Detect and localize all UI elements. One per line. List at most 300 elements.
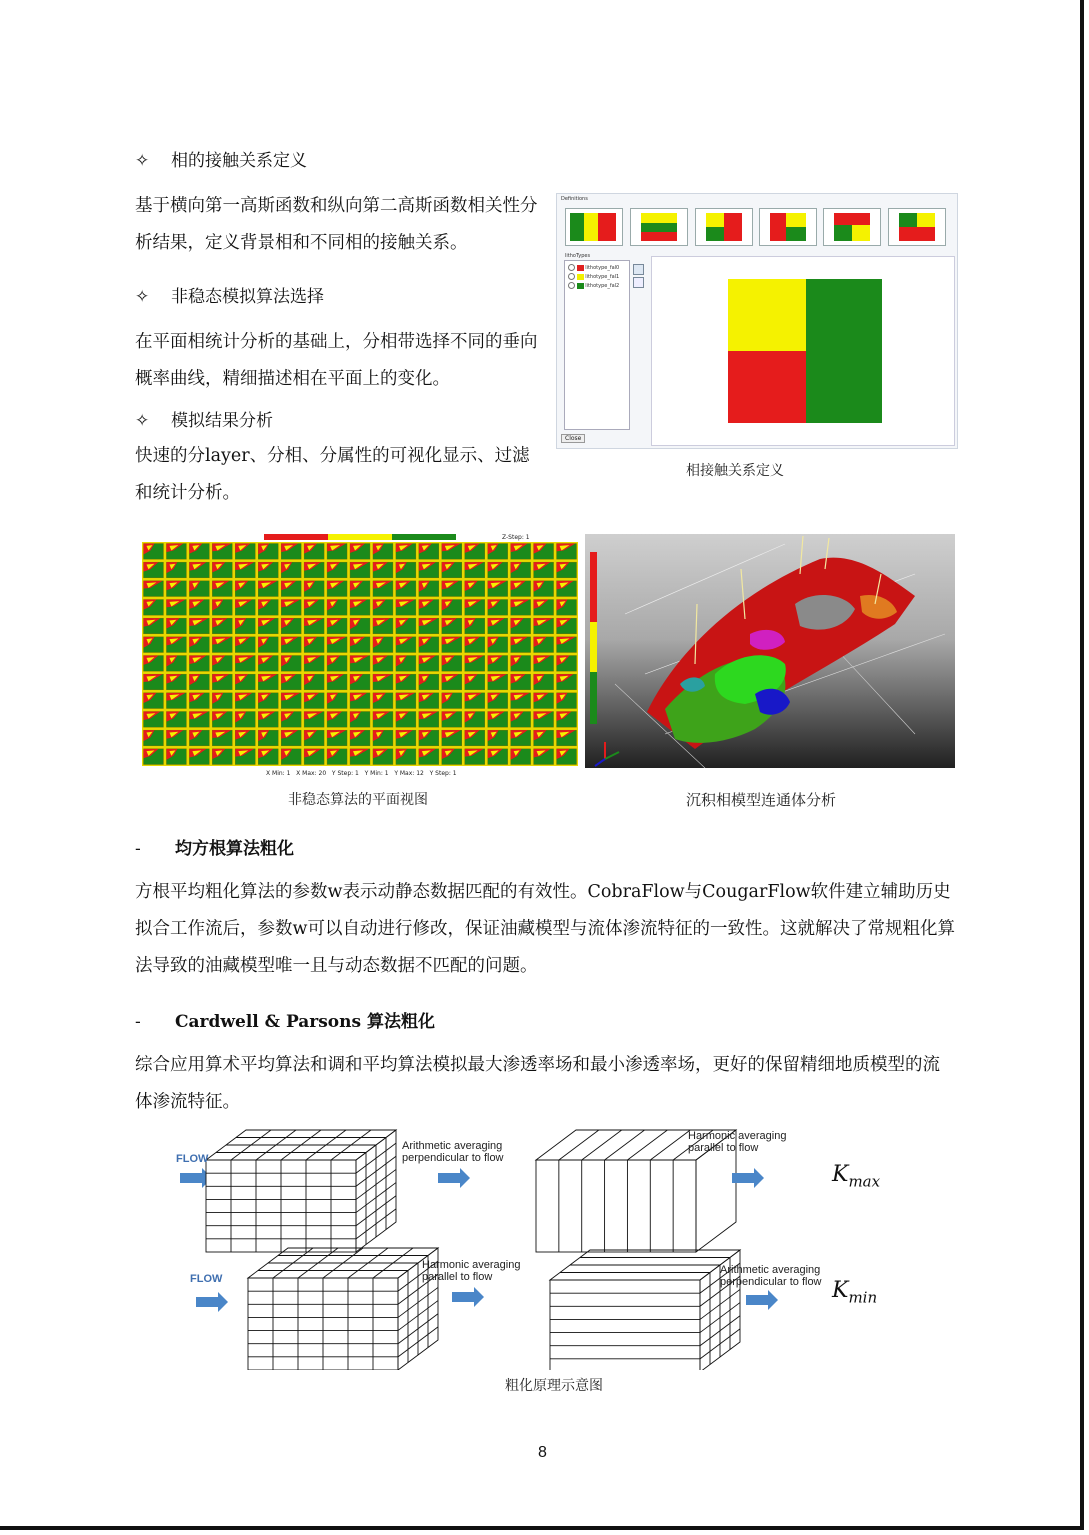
facies-thumbnail	[281, 618, 301, 634]
facies-thumbnail	[373, 581, 393, 597]
lithotype-item-2[interactable]: lithotype_fal2	[568, 282, 619, 289]
facies-thumbnail	[212, 600, 232, 616]
facies-thumbnail	[327, 600, 347, 616]
facies-thumbnail	[534, 544, 554, 560]
facies-thumbnail	[534, 637, 554, 653]
caption-connectivity: 沉积相模型连通体分析	[686, 791, 837, 809]
facies-thumbnail	[488, 656, 508, 672]
facies-thumbnail	[396, 674, 416, 690]
caption-planar-view: 非稳态算法的平面视图	[288, 792, 428, 808]
k-max-label: $K_{max}$	[832, 1162, 881, 1191]
facies-thumbnail	[488, 637, 508, 653]
facies-thumbnail	[534, 730, 554, 746]
legend-bar-yellow	[328, 534, 392, 540]
facies-thumbnail	[442, 562, 462, 578]
facies-thumbnail	[304, 544, 324, 560]
facies-thumbnail	[258, 674, 278, 690]
vertical-slabs-top-line	[605, 1130, 645, 1160]
definition-swatch-3[interactable]	[695, 208, 753, 246]
x-step-control[interactable]: Y Step: 1	[331, 770, 359, 777]
facies-thumbnail	[281, 656, 301, 672]
preview-yellow-block	[728, 279, 806, 351]
facies-thumbnail	[304, 749, 324, 765]
facies-thumbnail	[373, 618, 393, 634]
facies-thumbnail	[281, 637, 301, 653]
close-button[interactable]: Close	[561, 434, 585, 443]
facies-thumbnail	[258, 544, 278, 560]
facies-thumbnail	[327, 749, 347, 765]
facies-thumbnail	[534, 600, 554, 616]
y-step-control[interactable]: Y Step: 1	[429, 770, 457, 777]
facies-thumbnail	[144, 562, 164, 578]
facies-thumbnail	[350, 618, 370, 634]
facies-thumbnail	[235, 656, 255, 672]
facies-thumbnail	[212, 674, 232, 690]
row2-step1-label: Harmonic averaging parallel to flow	[422, 1259, 521, 1283]
facies-contact-panel	[556, 193, 958, 449]
facies-thumbnail	[442, 749, 462, 765]
facies-thumbnail	[281, 730, 301, 746]
facies-thumbnail	[488, 544, 508, 560]
facies-thumbnail	[189, 730, 209, 746]
preview-green-block	[806, 279, 882, 423]
facies-thumbnail	[419, 656, 439, 672]
facies-thumbnail	[304, 730, 324, 746]
bullet-result-analysis: ✧ 模拟结果分析	[135, 411, 273, 431]
caption-upscaling-principle: 粗化原理示意图	[505, 1378, 603, 1394]
facies-thumbnail	[442, 637, 462, 653]
facies-thumbnail	[144, 749, 164, 765]
facies-thumbnail	[373, 600, 393, 616]
k-min-label: $K_{min}$	[832, 1278, 878, 1307]
facies-thumbnail	[281, 674, 301, 690]
facies-thumbnail	[281, 693, 301, 709]
x-max-control[interactable]: X Max: 20	[296, 770, 327, 777]
facies-thumbnail	[189, 618, 209, 634]
facies-thumbnail	[258, 656, 278, 672]
facies-thumbnail	[442, 730, 462, 746]
vertical-slabs-top-line	[650, 1130, 690, 1160]
facies-thumbnail	[235, 674, 255, 690]
facies-thumbnail	[419, 712, 439, 728]
facies-thumbnail	[166, 749, 186, 765]
facies-thumbnail	[350, 674, 370, 690]
facies-thumbnail	[488, 581, 508, 597]
facies-thumbnail	[327, 693, 347, 709]
facies-thumbnail-grid	[142, 542, 578, 766]
facies-thumbnail	[396, 693, 416, 709]
facies-thumbnail	[166, 656, 186, 672]
facies-thumbnail	[511, 712, 531, 728]
facies-thumbnail	[396, 544, 416, 560]
facies-thumbnail	[534, 712, 554, 728]
facies-thumbnail	[350, 544, 370, 560]
facies-thumbnail	[304, 600, 324, 616]
facies-thumbnail	[350, 749, 370, 765]
facies-thumbnail	[166, 544, 186, 560]
step-arrow-row1b	[732, 1168, 764, 1188]
preview-red-block	[728, 351, 806, 423]
facies-thumbnail	[534, 618, 554, 634]
paragraph-contact-definition: 基于横向第一高斯函数和纵向第二高斯函数相关性分析结果，定义背景相和不同相的接触关系。	[135, 196, 538, 253]
facies-thumbnail	[258, 749, 278, 765]
facies-thumbnail	[281, 544, 301, 560]
facies-thumbnail	[189, 656, 209, 672]
vertical-slabs-top-line	[559, 1130, 599, 1160]
facies-thumbnail	[396, 562, 416, 578]
facies-thumbnail	[235, 581, 255, 597]
facies-thumbnail	[373, 730, 393, 746]
facies-thumbnail	[144, 618, 164, 634]
facies-thumbnail	[534, 581, 554, 597]
facies-thumbnail	[281, 562, 301, 578]
paragraph-cardwell-parsons: 综合应用算术平均算法和调和平均算法模拟最大渗透率场和最小渗透率场，更好的保留精细地质模型的流体渗流特征。	[135, 1055, 940, 1112]
facies-thumbnail	[373, 712, 393, 728]
y-max-control[interactable]: Y Max: 12	[394, 770, 424, 777]
facies-thumbnail	[465, 637, 485, 653]
facies-thumbnail	[534, 562, 554, 578]
page-number: 8	[538, 1444, 547, 1461]
facies-thumbnail	[281, 749, 301, 765]
definition-swatch-5[interactable]	[823, 208, 881, 246]
facies-thumbnail	[350, 581, 370, 597]
facies-thumbnail	[189, 712, 209, 728]
facies-thumbnail	[511, 544, 531, 560]
facies-thumbnail	[281, 712, 301, 728]
facies-thumbnail	[281, 581, 301, 597]
facies-thumbnail	[465, 581, 485, 597]
facies-thumbnail	[465, 730, 485, 746]
facies-thumbnail	[373, 637, 393, 653]
facies-thumbnail	[189, 562, 209, 578]
facies-thumbnail	[511, 562, 531, 578]
bullet-facies-contact: ✧ 相的接触关系定义	[135, 151, 307, 171]
facies-thumbnail	[465, 712, 485, 728]
facies-thumbnail-grid-svg	[142, 542, 578, 766]
facies-thumbnail	[166, 637, 186, 653]
facies-thumbnail	[144, 674, 164, 690]
facies-thumbnail	[258, 712, 278, 728]
facies-thumbnail	[465, 656, 485, 672]
facies-thumbnail	[534, 674, 554, 690]
facies-thumbnail	[235, 730, 255, 746]
facies-thumbnail	[235, 693, 255, 709]
facies-thumbnail	[304, 674, 324, 690]
facies-thumbnail	[212, 730, 232, 746]
facies-thumbnail	[465, 674, 485, 690]
facies-thumbnail	[419, 637, 439, 653]
facies-thumbnail	[419, 544, 439, 560]
lithotypes-label: lithoTypes	[565, 253, 591, 259]
facies-thumbnail	[258, 581, 278, 597]
vertical-slabs-front	[536, 1160, 696, 1252]
facies-thumbnail	[144, 544, 164, 560]
facies-thumbnail	[419, 749, 439, 765]
facies-thumbnail	[144, 581, 164, 597]
facies-thumbnail	[488, 749, 508, 765]
facies-thumbnail	[327, 544, 347, 560]
facies-thumbnail	[304, 618, 324, 634]
facies-thumbnail	[350, 600, 370, 616]
facies-thumbnail	[327, 712, 347, 728]
facies-thumbnail	[511, 674, 531, 690]
facies-thumbnail	[166, 730, 186, 746]
facies-thumbnail	[373, 562, 393, 578]
facies-thumbnail	[511, 600, 531, 616]
facies-thumbnail	[557, 674, 577, 690]
facies-thumbnail	[419, 730, 439, 746]
facies-thumbnail	[235, 544, 255, 560]
facies-thumbnail	[557, 656, 577, 672]
facies-thumbnail	[465, 544, 485, 560]
facies-thumbnail	[488, 693, 508, 709]
facies-thumbnail	[442, 712, 462, 728]
facies-thumbnail	[166, 618, 186, 634]
facies-thumbnail	[465, 600, 485, 616]
facies-thumbnail	[189, 674, 209, 690]
facies-thumbnail	[373, 749, 393, 765]
facies-thumbnail	[327, 730, 347, 746]
facies-thumbnail	[144, 730, 164, 746]
facies-thumbnail	[442, 674, 462, 690]
lithotype-item-0[interactable]: lithotype_fal0	[568, 264, 619, 271]
step-arrow-row2a	[452, 1287, 484, 1307]
y-min-control[interactable]: Y Min: 1	[364, 770, 389, 777]
facies-thumbnail	[327, 562, 347, 578]
facies-thumbnail	[281, 600, 301, 616]
step-arrow-row1a	[438, 1168, 470, 1188]
facies-thumbnail	[212, 749, 232, 765]
facies-thumbnail	[557, 637, 577, 653]
facies-thumbnail	[488, 562, 508, 578]
nonstationary-grid-panel	[136, 534, 580, 782]
facies-thumbnail	[327, 581, 347, 597]
facies-thumbnail	[442, 544, 462, 560]
facies-thumbnail	[327, 637, 347, 653]
definition-swatch-1[interactable]	[565, 208, 623, 246]
facies-thumbnail	[557, 730, 577, 746]
facies-thumbnail	[189, 581, 209, 597]
facies-thumbnail	[235, 600, 255, 616]
connectivity-3d-view[interactable]	[585, 534, 955, 768]
paragraph-rms-upscaling: 方根平均粗化算法的参数w表示动静态数据匹配的有效性。CobraFlow与CougarFlow软件建立辅助历史拟合工作流后，参数w可以自动进行修改，保证油藏模型与流体渗流特征的一致性。这就解决了常规粗化算法导致的油藏模型唯一且与动态数据不匹配的问题。	[135, 882, 955, 976]
facies-thumbnail	[396, 618, 416, 634]
facies-thumbnail	[511, 730, 531, 746]
facies-thumbnail	[235, 618, 255, 634]
facies-thumbnail	[396, 749, 416, 765]
facies-thumbnail	[212, 581, 232, 597]
facies-thumbnail	[189, 693, 209, 709]
facies-thumbnail	[534, 656, 554, 672]
facies-thumbnail	[304, 656, 324, 672]
facies-thumbnail	[144, 693, 164, 709]
facies-thumbnail	[144, 656, 164, 672]
row1-step2-label: Harmonic averaging parallel to flow	[688, 1130, 787, 1154]
connectivity-3d-svg	[585, 534, 955, 768]
facies-thumbnail	[373, 544, 393, 560]
facies-thumbnail	[465, 618, 485, 634]
facies-thumbnail	[212, 656, 232, 672]
facies-thumbnail	[235, 712, 255, 728]
facies-thumbnail	[488, 730, 508, 746]
facies-thumbnail	[419, 600, 439, 616]
facies-thumbnail	[488, 618, 508, 634]
facies-thumbnail	[350, 730, 370, 746]
paragraph-visualization: 快速的分layer、分相、分属性的可视化显示、过滤和统计分析。	[135, 446, 530, 503]
facies-thumbnail	[442, 656, 462, 672]
facies-thumbnail	[396, 637, 416, 653]
upscaling-diagram	[160, 1120, 920, 1370]
facies-thumbnail	[258, 693, 278, 709]
facies-thumbnail	[212, 544, 232, 560]
facies-thumbnail	[373, 693, 393, 709]
paragraph-vertical-curves: 在平面相统计分析的基础上，分相带选择不同的垂向概率曲线，精细描述相在平面上的变化。	[135, 332, 538, 389]
definition-swatch-6[interactable]	[888, 208, 946, 246]
facies-thumbnail	[373, 656, 393, 672]
facies-thumbnail	[304, 693, 324, 709]
facies-thumbnail	[166, 712, 186, 728]
heading-cardwell-parsons: - Cardwell & Parsons 算法粗化	[135, 1012, 436, 1032]
facies-thumbnail	[304, 562, 324, 578]
copy-icon[interactable]	[633, 277, 644, 288]
facies-thumbnail	[350, 562, 370, 578]
x-min-control[interactable]: X Min: 1	[266, 770, 291, 777]
facies-thumbnail	[189, 600, 209, 616]
facies-thumbnail	[189, 637, 209, 653]
facies-thumbnail	[557, 544, 577, 560]
facies-thumbnail	[557, 600, 577, 616]
heading-rms-upscaling: - 均方根算法粗化	[135, 839, 294, 859]
facies-thumbnail	[488, 712, 508, 728]
contact-preview-canvas	[651, 256, 955, 446]
vertical-slabs-top-line	[627, 1130, 667, 1160]
facies-thumbnail	[396, 712, 416, 728]
facies-thumbnail	[511, 618, 531, 634]
facies-thumbnail	[442, 600, 462, 616]
facies-thumbnail	[144, 637, 164, 653]
facies-thumbnail	[304, 637, 324, 653]
vertical-slabs-top-line	[582, 1130, 622, 1160]
facies-thumbnail	[419, 581, 439, 597]
facies-thumbnail	[396, 600, 416, 616]
definition-swatch-2[interactable]	[630, 208, 688, 246]
facies-thumbnail	[212, 618, 232, 634]
row2-step2-label: Arithmetic averaging perpendicular to flow	[720, 1264, 822, 1288]
save-icon[interactable]	[633, 264, 644, 275]
z-step-control[interactable]: Z-Step: 1	[502, 534, 530, 541]
facies-thumbnail	[488, 600, 508, 616]
facies-thumbnail	[396, 730, 416, 746]
facies-thumbnail	[189, 749, 209, 765]
facies-thumbnail	[534, 693, 554, 709]
facies-thumbnail	[534, 749, 554, 765]
facies-thumbnail	[212, 637, 232, 653]
facies-thumbnail	[235, 749, 255, 765]
legend-bar-green	[392, 534, 456, 540]
facies-thumbnail	[373, 674, 393, 690]
facies-thumbnail	[511, 749, 531, 765]
facies-thumbnail	[166, 693, 186, 709]
facies-thumbnail	[419, 693, 439, 709]
flow-label-row2: FLOW	[190, 1273, 223, 1285]
facies-thumbnail	[144, 712, 164, 728]
caption-contact-definition: 相接触关系定义	[686, 463, 784, 479]
facies-thumbnail	[442, 618, 462, 634]
facies-thumbnail	[419, 618, 439, 634]
facies-thumbnail	[258, 618, 278, 634]
facies-thumbnail	[465, 562, 485, 578]
definition-swatch-4[interactable]	[759, 208, 817, 246]
facies-thumbnail	[189, 544, 209, 560]
facies-thumbnail	[488, 674, 508, 690]
facies-thumbnail	[442, 693, 462, 709]
facies-thumbnail	[166, 581, 186, 597]
facies-thumbnail	[212, 562, 232, 578]
row1-step1-label: Arithmetic averaging perpendicular to flow	[402, 1140, 504, 1164]
facies-thumbnail	[235, 562, 255, 578]
facies-thumbnail	[235, 637, 255, 653]
facies-thumbnail	[396, 656, 416, 672]
facies-thumbnail	[557, 562, 577, 578]
lithotype-item-1[interactable]: lithotype_fal1	[568, 273, 619, 280]
facies-thumbnail	[166, 674, 186, 690]
upscaling-diagram-svg	[160, 1120, 920, 1370]
facies-thumbnail	[557, 581, 577, 597]
facies-thumbnail	[304, 712, 324, 728]
facies-thumbnail	[327, 656, 347, 672]
bullet-algorithm-selection: ✧ 非稳态模拟算法选择	[135, 287, 324, 307]
grid-controls	[266, 770, 457, 777]
facies-thumbnail	[511, 693, 531, 709]
facies-thumbnail	[350, 712, 370, 728]
legend-bar-red	[264, 534, 328, 540]
facies-thumbnail	[327, 674, 347, 690]
facies-thumbnail	[557, 749, 577, 765]
facies-thumbnail	[258, 730, 278, 746]
facies-thumbnail	[465, 749, 485, 765]
facies-thumbnail	[258, 637, 278, 653]
facies-thumbnail	[144, 600, 164, 616]
facies-thumbnail	[465, 693, 485, 709]
facies-thumbnail	[511, 581, 531, 597]
facies-thumbnail	[419, 674, 439, 690]
flow-arrow-row2	[196, 1292, 228, 1312]
facies-thumbnail	[557, 712, 577, 728]
flow-label-row1: FLOW	[176, 1153, 209, 1165]
step-arrow-row2b	[746, 1290, 778, 1310]
facies-thumbnail	[166, 600, 186, 616]
facies-thumbnail	[350, 693, 370, 709]
facies-thumbnail	[212, 712, 232, 728]
facies-thumbnail	[511, 656, 531, 672]
facies-thumbnail	[419, 562, 439, 578]
facies-thumbnail	[327, 618, 347, 634]
lithotype-list	[564, 260, 630, 430]
facies-thumbnail	[212, 693, 232, 709]
facies-thumbnail	[557, 618, 577, 634]
facies-thumbnail	[166, 562, 186, 578]
facies-thumbnail	[396, 581, 416, 597]
facies-thumbnail	[258, 600, 278, 616]
facies-thumbnail	[557, 693, 577, 709]
facies-thumbnail	[350, 656, 370, 672]
facies-thumbnail	[304, 581, 324, 597]
definitions-label: Definitions	[561, 196, 588, 202]
facies-thumbnail	[511, 637, 531, 653]
facies-thumbnail	[442, 581, 462, 597]
facies-thumbnail	[258, 562, 278, 578]
facies-thumbnail	[350, 637, 370, 653]
